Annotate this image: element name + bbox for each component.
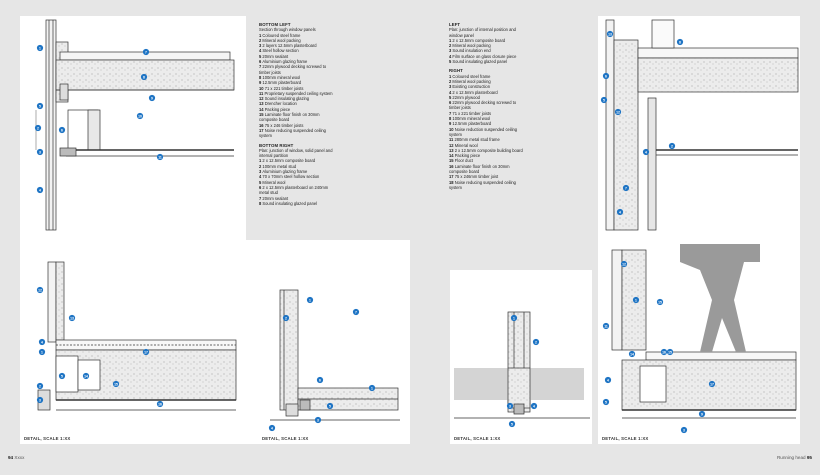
svg-text:13: 13 [608,32,612,37]
callout-marker [533,339,539,345]
callout-marker [621,261,627,267]
callout-marker [69,315,75,321]
callout-marker [149,95,155,101]
svg-text:13: 13 [70,316,74,321]
callout-marker [669,143,675,149]
callout-marker [157,154,163,160]
legend-line: 3 Sound insulation end [449,48,491,54]
svg-text:1: 1 [513,316,515,321]
svg-text:5: 5 [511,422,513,427]
legend-line: Plan: junction of internal position and [449,27,516,33]
svg-text:4: 4 [619,210,621,215]
legend-line: 2 Mineral wool packing [449,78,491,84]
svg-text:3: 3 [39,150,41,155]
callout-marker [59,127,65,133]
callout-marker [37,287,43,293]
svg-text:9: 9 [151,96,153,101]
legend-line: Plan: junction of window, solid panel and [259,147,333,153]
svg-text:9: 9 [701,412,703,417]
folio-left [8,455,24,460]
running-head: Running head [776,455,806,460]
svg-text:3: 3 [509,404,511,409]
svg-text:1: 1 [309,298,311,303]
callout-marker [507,403,513,409]
legend-line: 1 2 x 12.5mm composite board [259,158,316,164]
legend-line: 16 75 x 246 timber joists [259,122,304,128]
folio-right [777,455,812,460]
legend-line: 8 100mm mineral wool [449,116,491,122]
legend-line: timber joists [259,69,281,75]
svg-text:2: 2 [37,126,39,131]
callout-marker [143,49,149,55]
folio-section: Xxxx [14,455,25,460]
legend-line: 14 Packing piece [259,106,291,112]
callout-marker [629,351,635,357]
callout-marker [143,349,149,355]
legend-heading: BOTTOM LEFT [259,22,291,27]
callout-marker [37,187,43,193]
svg-text:5: 5 [61,374,63,379]
legend-line: 10 Noise reduction suspended ceiling [449,126,518,132]
caption-right-small: DETAIL, SCALE 1:XX [454,436,501,441]
svg-text:14: 14 [630,352,634,357]
legend-line: 3 Existing construction [449,84,490,90]
caption-left-main: DETAIL, SCALE 1:XX [24,436,71,441]
legend-line: 9 12.5mm plasterboard [259,80,302,86]
legend-line: 13 2 x 12.5mm composite building board [449,147,523,153]
legend-line: system [449,131,462,137]
callout-marker [37,103,43,109]
legend-items [449,74,561,191]
callout-marker [37,397,43,403]
legend-line: 2 100mm metal stud [259,163,297,169]
svg-text:5: 5 [329,404,331,409]
legend-heading: BOTTOM RIGHT [259,142,294,148]
svg-text:5: 5 [605,400,607,405]
callout-marker [699,411,705,417]
legend-bottom-left [259,22,369,206]
callout-marker [677,39,683,45]
callout-marker [37,149,43,155]
legend-line: 16 Laminate floor finish on 30mm [449,163,510,169]
svg-text:1: 1 [39,46,41,51]
legend-line: 7 22mm plywood decking screwed to [259,64,327,70]
legend-line: 6 2 x 12.5mm plasterboard on 240mm [259,184,329,190]
legend-items [259,158,369,206]
legend-line: 1 Coloured steel frame [449,73,491,79]
legend-line: 18 Noise reducing suspended ceiling [449,179,516,185]
legend-line: metal stud [259,190,278,196]
legend-line: composite board [259,117,290,123]
callout-marker [327,403,333,409]
callout-marker [617,209,623,215]
legend-line: 7 20mm sealant [259,195,289,201]
legend-line: 5 22mm plywood [449,94,480,100]
callout-marker [615,109,621,115]
legend-items [259,33,369,139]
callout-marker [35,125,41,131]
svg-text:4: 4 [41,340,43,345]
callout-marker [137,113,143,119]
callout-marker [661,349,667,355]
svg-text:1: 1 [635,298,637,303]
svg-text:6: 6 [319,378,321,383]
svg-text:3: 3 [317,418,319,423]
svg-text:12: 12 [616,110,620,115]
callout-marker [269,425,275,431]
legend-line: 6 Aluminium glazing frame [259,59,308,65]
svg-text:15: 15 [668,350,672,355]
legend-line: 4 70 x 70mm steel hollow section [259,174,320,180]
svg-text:2: 2 [39,384,41,389]
legend-line: window panel [449,32,474,38]
legend-line: internal partition [259,153,289,159]
page-number: 95 [806,455,812,460]
svg-text:11: 11 [158,155,162,160]
svg-text:2: 2 [671,144,673,149]
callout-marker [607,31,613,37]
callout-marker [317,377,323,383]
callout-marker [39,339,45,345]
legend-line: 6 22mm plywood decking screwed to [449,100,517,106]
legend-intro: Section through window panels [259,27,316,33]
legend-line: 13 Drencher location [259,101,297,107]
callout-marker [141,74,147,80]
legend-line: 4 Film surface on glass closure piece [449,53,517,59]
svg-text:16: 16 [662,350,666,355]
callout-marker [83,373,89,379]
svg-text:3: 3 [683,428,685,433]
svg-text:15: 15 [114,382,118,387]
callout-marker [709,381,715,387]
svg-text:10: 10 [138,114,142,119]
svg-text:8: 8 [143,75,145,80]
legend-line: 7 71 x 221 timber joists [449,110,492,116]
svg-text:8: 8 [679,40,681,45]
legend-right-page [449,22,561,190]
callout-marker [623,185,629,191]
callout-marker [39,349,45,355]
svg-text:17: 17 [710,382,714,387]
callout-marker [511,315,517,321]
svg-text:6: 6 [605,74,607,79]
svg-text:1: 1 [41,350,43,355]
callout-marker [315,417,321,423]
svg-text:7: 7 [625,186,627,191]
legend-line: composite board [449,169,480,175]
svg-text:7: 7 [355,310,357,315]
callout-marker [283,315,289,321]
legend-line: 8 Sound insulating glazed panel [259,200,318,206]
legend-line: system [259,133,272,139]
callout-marker [157,401,163,407]
svg-text:4: 4 [645,150,647,155]
legend-heading: LEFT [449,22,461,27]
legend-line: 15 Floor duct [449,158,473,164]
legend-line: 10 71 x 221 timber joists [259,85,304,91]
callout-marker [633,297,639,303]
legend-line: 1 Coloured steel frame [259,32,301,38]
callout-marker [509,421,515,427]
svg-text:4: 4 [39,188,41,193]
callout-marker [37,383,43,389]
callout-marker [307,297,313,303]
callout-marker [605,377,611,383]
svg-text:12: 12 [622,262,626,267]
callout-marker [667,349,673,355]
callout-marker [113,381,119,387]
legend-intro [259,148,369,159]
legend-line: 5 Mineral wool [259,179,286,185]
callout-marker [603,73,609,79]
legend-line: 15 Laminate floor finish on 30mm [259,112,320,118]
legend-line: 17 75 x 246mm timber joist [449,174,499,180]
callout-marker [531,403,537,409]
legend-line: 2 Mineral wool packing [259,37,301,43]
legend-line: 3 Aluminium glazing frame [259,169,308,175]
legend-line: 3 2 layers 12.5mm plasterboard [259,43,317,49]
callout-marker [603,323,609,329]
callout-marker [37,45,43,51]
legend-line: system [449,184,462,190]
callout-marker [643,149,649,155]
callout-marker [369,385,375,391]
legend-line: 8 100mm mineral wool [259,74,301,80]
svg-text:11: 11 [604,324,608,329]
callout-marker [657,299,663,305]
svg-text:5: 5 [603,98,605,103]
legend-line: 17 Noise reducing suspended ceiling [259,127,326,133]
svg-text:1: 1 [371,386,373,391]
svg-text:4: 4 [607,378,609,383]
legend-line: 12 Sound insulating glazing [259,96,310,102]
callout-marker [59,373,65,379]
svg-text:14: 14 [84,374,88,379]
legend-line: 12 Mineral wool [449,142,478,148]
legend-intro [449,27,561,38]
svg-text:15: 15 [658,300,662,305]
legend-line: 9 12.5mm plasterboard [449,121,492,127]
svg-text:17: 17 [144,350,148,355]
svg-text:6: 6 [61,128,63,133]
legend-line: timber joists [449,105,471,111]
svg-text:3: 3 [39,398,41,403]
caption-left-small: DETAIL, SCALE 1:XX [262,436,309,441]
legend-items [449,38,561,64]
svg-text:2: 2 [285,316,287,321]
svg-text:2: 2 [535,340,537,345]
legend-line: 2 Mineral wool packing [449,43,491,49]
caption-right-main: DETAIL, SCALE 1:XX [602,436,649,441]
legend-line: 4 Steel hollow section [259,48,299,54]
svg-text:12: 12 [38,288,42,293]
callout-marker [601,97,607,103]
legend-line: 14 Packing piece [449,153,481,159]
legend-line: 1 2 x 12.5mm composite board [449,37,506,43]
callout-marker [681,427,687,433]
svg-text:16: 16 [158,402,162,407]
callout-marker [353,309,359,315]
legend-line: 11 Proprietary suspended ceiling system [259,90,333,96]
svg-text:7: 7 [145,50,147,55]
legend-line: 5 Sound insulating glazed panel [449,59,508,65]
page-number: 94 [8,455,14,460]
legend-line: 4 2 x 12.5mm plasterboard [449,89,498,95]
legend-line: 5 20mm sealant [259,53,289,59]
callout-marker [603,399,609,405]
legend-heading: RIGHT [449,68,463,74]
svg-text:4: 4 [533,404,535,409]
svg-text:4: 4 [271,426,273,431]
legend-line: 11 280mm metal stud frame [449,137,500,143]
svg-text:5: 5 [39,104,41,109]
